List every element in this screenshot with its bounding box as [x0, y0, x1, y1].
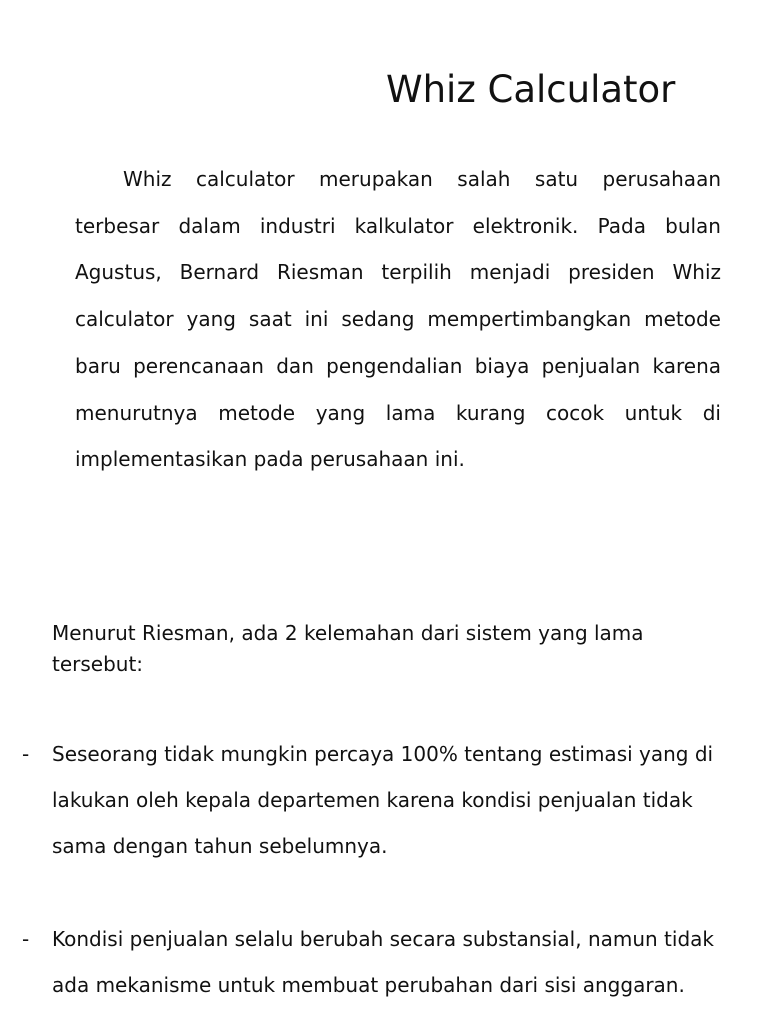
bullet-marker: -: [22, 927, 30, 951]
body-paragraph: Whiz calculator merupakan salah satu perusahaan terbesar dalam industri kalkulator elektronik. Pada bulan Agustus, Bernard Riesman terpilih menjadi presiden Whiz calculator yang saat ini sedang mempertimbangkan metode baru perencanaan dan pengendalian biaya penjualan karena menurutnya metode yang lama kurang cocok untuk di implementasikan pada perusahaan ini.: [75, 167, 721, 472]
intro-text: Menurut Riesman, ada 2 kelemahan dari sistem yang lama tersebut:: [52, 621, 644, 676]
bullet-marker: -: [22, 742, 30, 766]
document-title: Whiz Calculator: [386, 68, 676, 111]
bullet-text: Seseorang tidak mungkin percaya 100% tentang estimasi yang di lakukan oleh kepala departemen karena kondisi penjualan tidak sama dengan tahun sebelumnya.: [52, 742, 714, 858]
bullet-text: Kondisi penjualan selalu berubah secara substansial, namun tidak ada mekanisme untuk membuat perubahan dari sisi anggaran.: [52, 927, 714, 997]
